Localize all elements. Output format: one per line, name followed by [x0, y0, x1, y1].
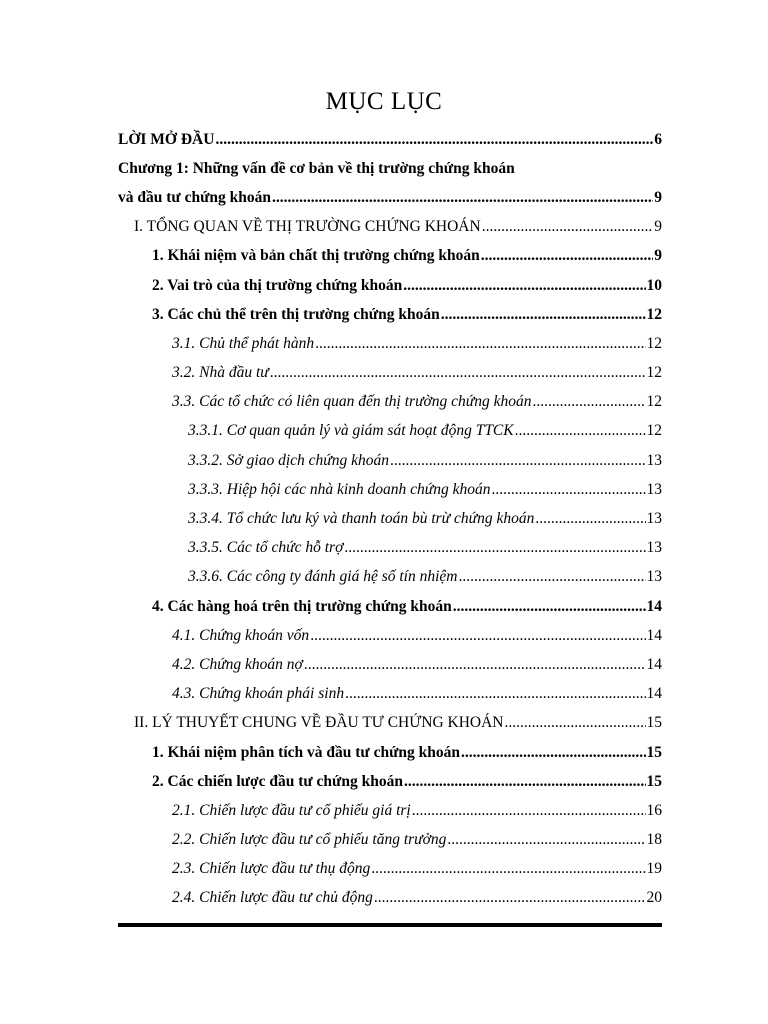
toc-entry[interactable]	[118, 592, 662, 621]
toc-page-number: 14	[646, 685, 662, 703]
toc-entry[interactable]	[118, 300, 662, 329]
toc-leader-dots	[310, 627, 645, 645]
toc-entry-text: II. LÝ THUYẾT CHUNG VỀ ĐẦU TƯ CHỨNG KHOÁN	[134, 714, 504, 732]
toc-leader-dots	[215, 131, 653, 149]
toc-entry[interactable]	[118, 242, 662, 271]
toc-page-number: 14	[646, 655, 662, 673]
toc-page-number: 9	[654, 188, 662, 206]
toc-entry[interactable]	[118, 154, 662, 183]
toc-leader-dots	[459, 568, 646, 586]
toc-page-number: 6	[654, 130, 662, 148]
toc-leader-dots	[390, 452, 646, 470]
toc-entry[interactable]	[118, 738, 662, 767]
toc-leader-dots	[481, 247, 653, 265]
toc-entry-text: 4. Các hàng hoá trên thị trường chứng khoán	[152, 597, 452, 615]
toc-entry[interactable]	[118, 709, 662, 738]
toc-page-number: 13	[646, 539, 662, 557]
toc-entry-text: 3.3.1. Cơ quan quản lý và giám sát hoạt động TTCK	[188, 422, 514, 440]
toc-entry[interactable]	[118, 446, 662, 475]
toc-entry-text: 3. Các chủ thể trên thị trường chứng khoán	[152, 305, 440, 323]
toc-page-number: 14	[646, 597, 662, 615]
toc-entry[interactable]	[118, 680, 662, 709]
table-of-contents	[118, 125, 662, 913]
toc-page-number: 9	[654, 218, 662, 236]
toc-leader-dots	[533, 393, 646, 411]
toc-entry-text: 3.3.3. Hiệp hội các nhà kinh doanh chứng khoán	[188, 480, 491, 498]
toc-entry-text: LỜI MỞ ĐẦU	[118, 130, 215, 148]
bottom-rule	[118, 923, 662, 927]
toc-leader-dots	[412, 802, 646, 820]
page-title: MỤC LỤC	[325, 88, 443, 115]
toc-leader-dots	[447, 831, 645, 849]
toc-page-number: 15	[646, 772, 662, 790]
toc-leader-dots	[272, 189, 653, 207]
toc-leader-dots	[461, 744, 645, 762]
toc-page-number: 15	[646, 743, 662, 761]
toc-entry-text: 2.2. Chiến lược đầu tư cổ phiếu tăng trưởng	[172, 831, 447, 849]
toc-leader-dots	[535, 510, 645, 528]
toc-leader-dots	[344, 539, 645, 557]
toc-entry[interactable]	[118, 213, 662, 242]
toc-entry[interactable]	[118, 359, 662, 388]
toc-entry[interactable]	[118, 621, 662, 650]
toc-entry-text: 2.1. Chiến lược đầu tư cổ phiếu giá trị	[172, 801, 411, 819]
toc-page-number: 13	[646, 451, 662, 469]
toc-page-number: 15	[646, 714, 662, 732]
toc-page-number: 12	[646, 393, 662, 411]
toc-entry-text: 3.2. Nhà đầu tư	[172, 364, 269, 382]
toc-entry-text: Chương 1: Những vấn đề cơ bản về thị trường chứng khoán	[118, 159, 515, 177]
toc-leader-dots	[505, 714, 646, 732]
toc-entry[interactable]	[118, 417, 662, 446]
toc-entry[interactable]	[118, 271, 662, 300]
toc-entry[interactable]	[118, 125, 662, 154]
toc-entry-text: 3.3. Các tổ chức có liên quan đến thị trường chứng khoán	[172, 393, 532, 411]
toc-leader-dots	[404, 773, 646, 791]
toc-entry[interactable]	[118, 534, 662, 563]
toc-entry[interactable]	[118, 796, 662, 825]
toc-entry-text: 2. Các chiến lược đầu tư chứng khoán	[152, 772, 403, 790]
toc-leader-dots	[304, 656, 646, 674]
toc-entry-text: 3.3.5. Các tổ chức hỗ trợ	[188, 539, 344, 557]
toc-entry[interactable]	[118, 183, 662, 212]
toc-entry-text: 1. Khái niệm và bản chất thị trường chứng khoán	[152, 247, 480, 265]
toc-entry-text: 1. Khái niệm phân tích và đầu tư chứng khoán	[152, 743, 461, 761]
toc-entry-text: 3.3.4. Tổ chức lưu ký và thanh toán bù trừ chứng khoán	[188, 510, 535, 528]
toc-page-number: 13	[646, 480, 662, 498]
toc-entry[interactable]	[118, 826, 662, 855]
toc-leader-dots	[482, 218, 654, 236]
toc-page-number: 13	[646, 510, 662, 528]
toc-entry[interactable]	[118, 855, 662, 884]
toc-entry-text: I. TỔNG QUAN VỀ THỊ TRƯỜNG CHỨNG KHOÁN	[134, 218, 481, 236]
toc-entry[interactable]	[118, 563, 662, 592]
toc-leader-dots	[374, 889, 646, 907]
toc-entry-text: 3.3.2. Sở giao dịch chứng khoán	[188, 451, 389, 469]
toc-page-number: 12	[646, 422, 662, 440]
toc-entry[interactable]	[118, 767, 662, 796]
toc-page-number: 12	[646, 364, 662, 382]
toc-entry-text: 2.3. Chiến lược đầu tư thụ động	[172, 860, 371, 878]
toc-leader-dots	[515, 422, 646, 440]
toc-entry[interactable]	[118, 504, 662, 533]
toc-page-number: 19	[646, 860, 662, 878]
toc-entry-text: 3.1. Chủ thể phát hành	[172, 334, 315, 352]
toc-leader-dots	[345, 685, 645, 703]
toc-page-number: 14	[646, 626, 662, 644]
toc-entry[interactable]	[118, 475, 662, 504]
toc-entry-text: 4.3. Chứng khoán phái sinh	[172, 685, 345, 703]
toc-leader-dots	[453, 598, 646, 616]
toc-page-number: 13	[646, 568, 662, 586]
toc-entry[interactable]	[118, 650, 662, 679]
toc-entry-text: 2.4. Chiến lược đầu tư chủ động	[172, 889, 373, 907]
toc-entry-text: 2. Vai trò của thị trường chứng khoán	[152, 276, 403, 294]
toc-entry[interactable]	[118, 329, 662, 358]
toc-leader-dots	[371, 860, 645, 878]
toc-page-number: 16	[646, 801, 662, 819]
toc-page-number: 20	[646, 889, 662, 907]
toc-leader-dots	[315, 335, 645, 353]
toc-leader-dots	[270, 364, 646, 382]
toc-entry-text: 4.1. Chứng khoán vốn	[172, 626, 310, 644]
toc-entry-text: và đầu tư chứng khoán	[118, 188, 271, 206]
toc-entry[interactable]	[118, 388, 662, 417]
toc-entry-text: 3.3.6. Các công ty đánh giá hệ số tín nhiệm	[188, 568, 458, 586]
toc-leader-dots	[491, 481, 645, 499]
toc-leader-dots	[403, 277, 645, 295]
toc-page-number: 12	[646, 334, 662, 352]
toc-page-number: 9	[654, 247, 662, 265]
toc-page-number: 18	[646, 831, 662, 849]
toc-leader-dots	[441, 306, 646, 324]
toc-page-number: 12	[646, 305, 662, 323]
toc-page-number: 10	[646, 276, 662, 294]
toc-entry[interactable]	[118, 884, 662, 913]
toc-entry-text: 4.2. Chứng khoán nợ	[172, 655, 303, 673]
